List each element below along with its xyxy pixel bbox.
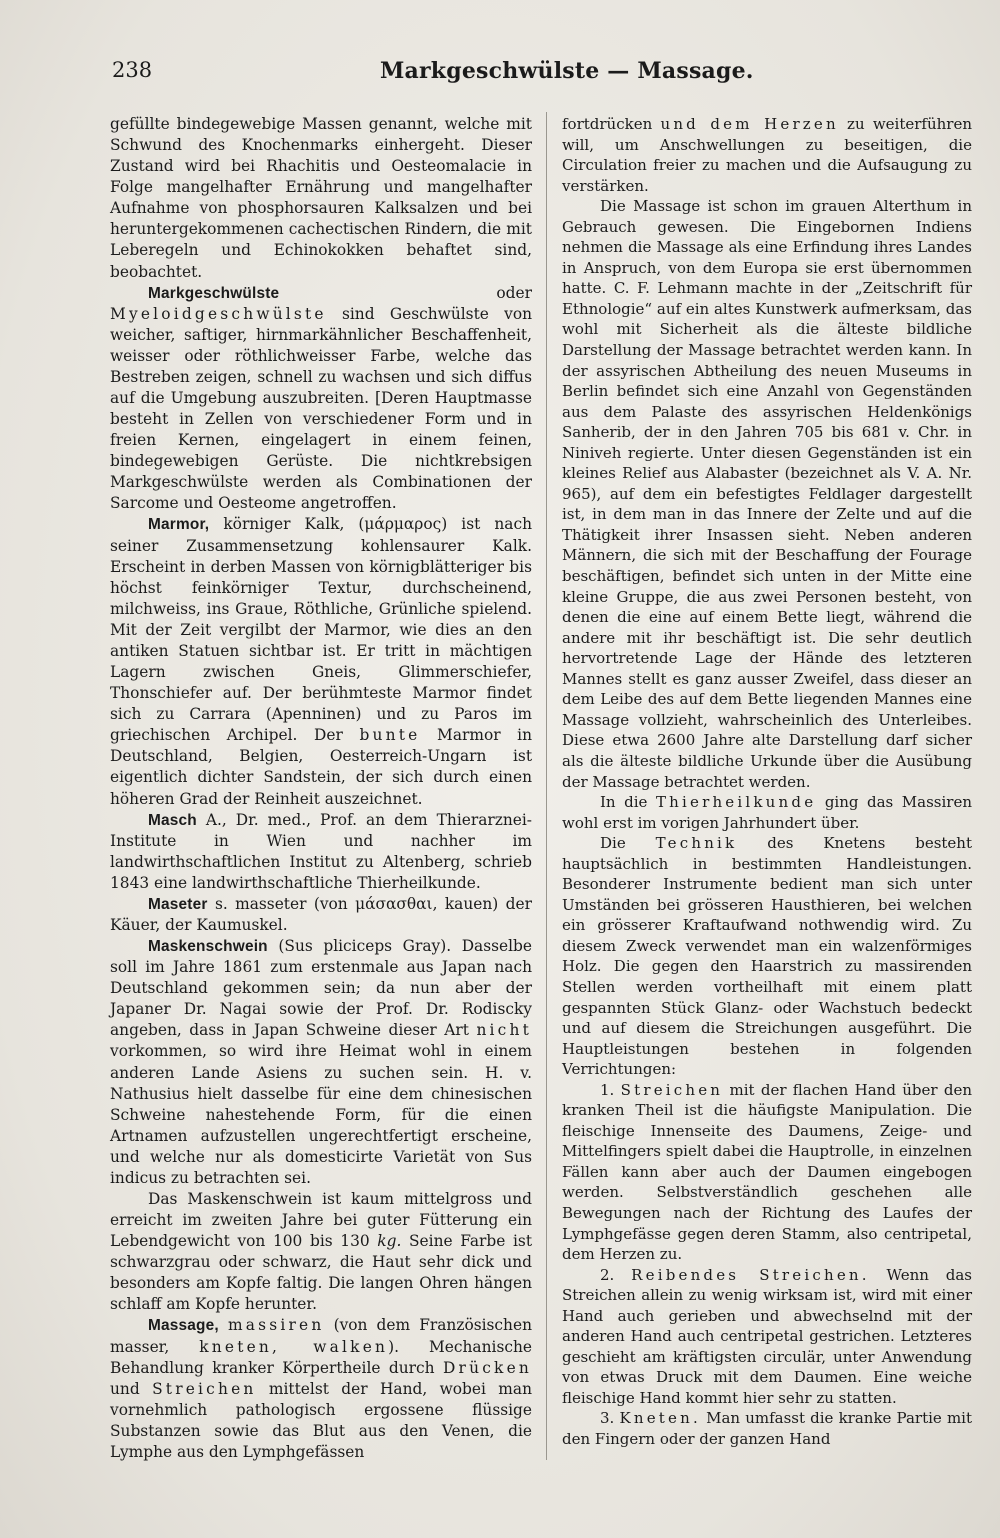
- paragraph-p8: [110, 1315, 532, 1463]
- right-column: [562, 114, 972, 1450]
- entry-term: Maseter: [148, 895, 208, 913]
- entry-term: Marmor,: [148, 516, 210, 534]
- text-run: Das Maskenschwein ist kaum mittelgross und erreicht im zweiten Jahre bei guter Fütterung ein Lebendgewicht von 100 bis 130: [110, 1189, 532, 1251]
- text-run: kg.: [377, 1232, 402, 1251]
- text-run: Kneten.: [619, 1409, 701, 1428]
- text-run: und: [110, 1379, 153, 1398]
- paragraph-r5: [562, 1080, 972, 1265]
- text-run: Die Massage ist schon im grauen Alterthum in Gebrauch gewesen. Die Eingebornen Indiens nehmen die Massage als eine Erfindung ihres Landes in Anspruch, von dem Europa sie erst übernommen hatte. C. F. Lehmann machte in der „Zeitschrift für Ethnologie“ auf ein altes Kunstwerk aufmerksam, das wohl mit Sicherheit als die älteste bildliche Darstellung der Massage betrachtet werden kann. In der assyrischen Abtheilung des neuen Museums in Berlin befindet sich eine Anzahl von Gegenständen aus dem Palaste des assyrischen Heldenkönigs Sanherib, der in den Jahren 705 bis 681 v. Chr. in Niniveh regierte. Unter diesen Gegenständen ist ein kleines Relief aus Alabaster (bezeichnet als V. A. Nr. 965), auf dem ein befestigtes Feldlager dargestellt ist, in dem man in das Innere der Zelte und auf die Thätigkeit ihrer Insassen sieht. Neben anderen Männern, die sich mit der Beschaffung der Fourage beschäftigen, befindet sich unten in der Mitte eine kleine Gruppe, die aus zwei Personen besteht, von denen die eine auf einem Bette liegt, während die andere mit ihr beschäftigt ist. Die sehr deutlich hervortretende Lage der Hände des letzteren Mannes stellt es ganz ausser Zweifel, dass dieser an dem Leibe des auf dem Bette liegenden Mannes eine Massage vollzieht, wahrscheinlich des Unterleibes. Diese etwa 2600 Jahre alte Darstellung darf sicher als die älteste bildliche Urkunde über die Ausübung der Massage betrachtet werden.: [562, 197, 972, 791]
- text-run: und dem Herzen: [660, 115, 839, 133]
- text-run: Seine Farbe ist schwarzgrau oder schwarz, die Haut sehr dick und besonders am Kopfe faltig. Die langen Ohren hängen schlaff am Kopfe herunter.: [110, 1232, 532, 1314]
- left-column: [110, 114, 532, 1463]
- text-run: gefüllte bindegewebige Massen genannt, welche mit Schwund des Knochenmarks einhergeht. Dieser Zustand wird bei Rhachitis und Oesteomalacie in Folge mangelhafter Ernährung und mangelhafter Aufnahme von phosphorsauren Kalksalzen und bei heruntergekommenen cachectischen Rindern, die mit Leberegeln und Echinokokken behaftet sind, beobachtet.: [110, 115, 532, 281]
- text-run: 3.: [600, 1409, 620, 1428]
- paragraph-r7: [562, 1408, 972, 1449]
- page-number: 238: [112, 58, 153, 82]
- paragraph-r2: [562, 196, 972, 792]
- text-run: A., Dr. med., Prof. an dem Thierarznei-Institute in Wien und nachher im landwirthschaftlichen Institut zu Altenberg, schrieb 1843 eine landwirthschaftliche Thierheilkunde.: [110, 810, 532, 892]
- text-run: Streichen: [620, 1080, 724, 1099]
- text-run: Myeloidgeschwülste: [110, 304, 327, 323]
- text-run: (von dem Französischen masser,: [110, 1316, 532, 1356]
- entry-term: Markgeschwülste: [148, 284, 280, 302]
- paragraph-r1: [562, 114, 972, 196]
- entry-term: Masch: [148, 811, 197, 829]
- text-run: Thierheilkunde: [655, 793, 817, 812]
- paragraph-p2: [110, 283, 532, 515]
- paragraph-p7: [110, 1189, 532, 1315]
- text-run: Die: [600, 834, 656, 853]
- text-run: mit der flachen Hand über den kranken Theil ist die häufigste Manipulation. Die fleischige Innenseite des Daumens, Zeige- und Mittelfingers spielt dabei die Hauptrolle, in einzelnen Fällen kann aber auch der Daumen eingebogen werden. Selbstverständlich geschehen alle Bewegungen nach der Richtung des Laufes der Lymphgefässe gegen deren Stamm, also centripetal, dem Herzen zu.: [562, 1080, 972, 1264]
- paragraph-p3: [110, 514, 532, 809]
- text-run: Streichen: [152, 1379, 257, 1398]
- text-run: bunte: [359, 726, 421, 745]
- text-run: kneten, walken: [199, 1337, 389, 1356]
- text-run: nicht: [476, 1021, 532, 1040]
- text-run: fortdrücken: [562, 115, 661, 133]
- text-run: ging das Massiren wohl erst im vorigen Jahrhundert über.: [562, 793, 972, 832]
- text-run: ). Mechanische Behandlung kranker Körpertheile durch: [110, 1337, 532, 1377]
- entry-term: Maskenschwein: [148, 938, 268, 956]
- text-run: mittelst der Hand, wobei man vornehmlich pathologisch ergossene flüssige Substanzen sowie das Blut aus den Venen, die Lymphe aus den Lymphgefässen: [110, 1379, 532, 1461]
- paragraph-r4: [562, 833, 972, 1080]
- text-run: zu weiterführen will, um Anschwellungen zu beseitigen, die Circulation freier zu machen und die Aufsaugung zu verstärken.: [562, 115, 972, 195]
- text-run: s. masseter (von μάσασθαι, kauen) der Käuer, der Kaumuskel.: [110, 894, 532, 934]
- text-run: (Sus pliciceps Gray). Dasselbe soll im Jahre 1861 zum erstenmale aus Japan nach Deutschland gekommen sein; da nun aber der Japaner Dr. Nagai sowie der Prof. Dr. Rodiscky angeben, dass in Japan Schweine dieser Art: [110, 937, 532, 1040]
- paragraph-p1: [110, 114, 532, 283]
- text-run: [219, 1316, 228, 1334]
- paragraph-p5: [110, 894, 532, 936]
- text-run: Reibendes Streichen.: [631, 1265, 870, 1284]
- text-run: massiren: [228, 1316, 325, 1335]
- text-run: Technik: [655, 834, 738, 853]
- text-run: Marmor in Deutschland, Belgien, Oesterreich-Ungarn ist eigentlich dichter Sandstein, der sich durch einen höheren Grad der Reinheit auszeichnet.: [110, 726, 532, 808]
- text-run: 1.: [600, 1080, 621, 1099]
- entry-term: Massage,: [148, 1317, 219, 1335]
- text-run: Man umfasst die kranke Partie mit den Fingern oder der ganzen Hand: [562, 1409, 972, 1448]
- text-run: des Knetens besteht hauptsächlich in bestimmten Handleistungen. Besonderer Instrumente bedient man sich unter Umständen bei grösseren Hausthieren, bei welchen ein grösserer Kraftaufwand nothwendig wird. Zu diesem Zweck verwendet man ein walzenförmiges Holz. Die gegen den Haarstrich zu massirenden Stellen werden vortheilhaft mit einem platt gespannten Stück Glanz- oder Wachstuch bedeckt und auf diesem die Streichungen ausgeführt. Die Hauptleistungen bestehen in folgenden Verrichtungen:: [562, 834, 972, 1079]
- running-head: Markgeschwülste — Massage.: [380, 58, 754, 84]
- column-divider: [546, 112, 547, 1460]
- text-run: oder: [279, 283, 532, 302]
- text-run: vorkommen, so wird ihre Heimat wohl in einem anderen Lande Asiens zu suchen sein. H. v. Nathusius hielt dasselbe für eine dem chinesischen Schweine nahestehende Form, für die einen Artnamen aufzustellen ungerechtfertigt erscheine, und welche nur als domesticirte Varietät von Sus indicus zu betrachten sei.: [110, 1042, 532, 1187]
- paragraph-r3: [562, 792, 972, 833]
- paragraph-p6: [110, 936, 532, 1189]
- text-run: sind Geschwülste von weicher, saftiger, hirnmarkähnlicher Beschaffenheit, weisser oder röthlichweisser Farbe, welche das Bestreben zeigen, schnell zu wachsen und sich diffus auf die Umgebung auszubreiten. [Deren Hauptmasse besteht in Zellen von verschiedener Form und in freien Kernen, eingelagert in einem feinen, bindegewebigen Gerüste. Die nichtkrebsigen Markgeschwülste werden als Combinationen der Sarcome und Oesteome angetroffen.: [110, 304, 532, 513]
- text-run: In die: [600, 793, 656, 812]
- paragraph-r6: [562, 1265, 972, 1409]
- text-run: körniger Kalk, (μάρμαρος) ist nach seiner Zusammensetzung kohlensaurer Kalk. Erscheint in derben Massen von körnigblätteriger bis höchst feinkörniger Textur, durchscheinend, milchweiss, ins Graue, Röthliche, Grünliche spielend. Mit der Zeit vergilbt der Marmor, wie dies an den antiken Statuen sichtbar ist. Er tritt in mächtigen Lagern zwischen Gneis, Glimmerschiefer, Thonschiefer auf. Der berühmteste Marmor findet sich zu Carrara (Apenninen) und zu Paros im griechischen Archipel. Der: [110, 515, 532, 745]
- paragraph-p4: [110, 810, 532, 894]
- page-header: [0, 58, 1000, 98]
- text-run: Drücken: [443, 1358, 532, 1377]
- text-run: 2.: [600, 1265, 632, 1284]
- text-run: Wenn das Streichen allein zu wenig wirksam ist, wird mit einer Hand auch gerieben und abwechselnd mit der anderen Hand auch centripetal gestrichen. Letzteres geschieht am kräftigsten circulär, unter Anwendung von etwas Druck mit dem Daumen. Eine weiche fleischige Hand kommt hier sehr zu statten.: [562, 1265, 972, 1407]
